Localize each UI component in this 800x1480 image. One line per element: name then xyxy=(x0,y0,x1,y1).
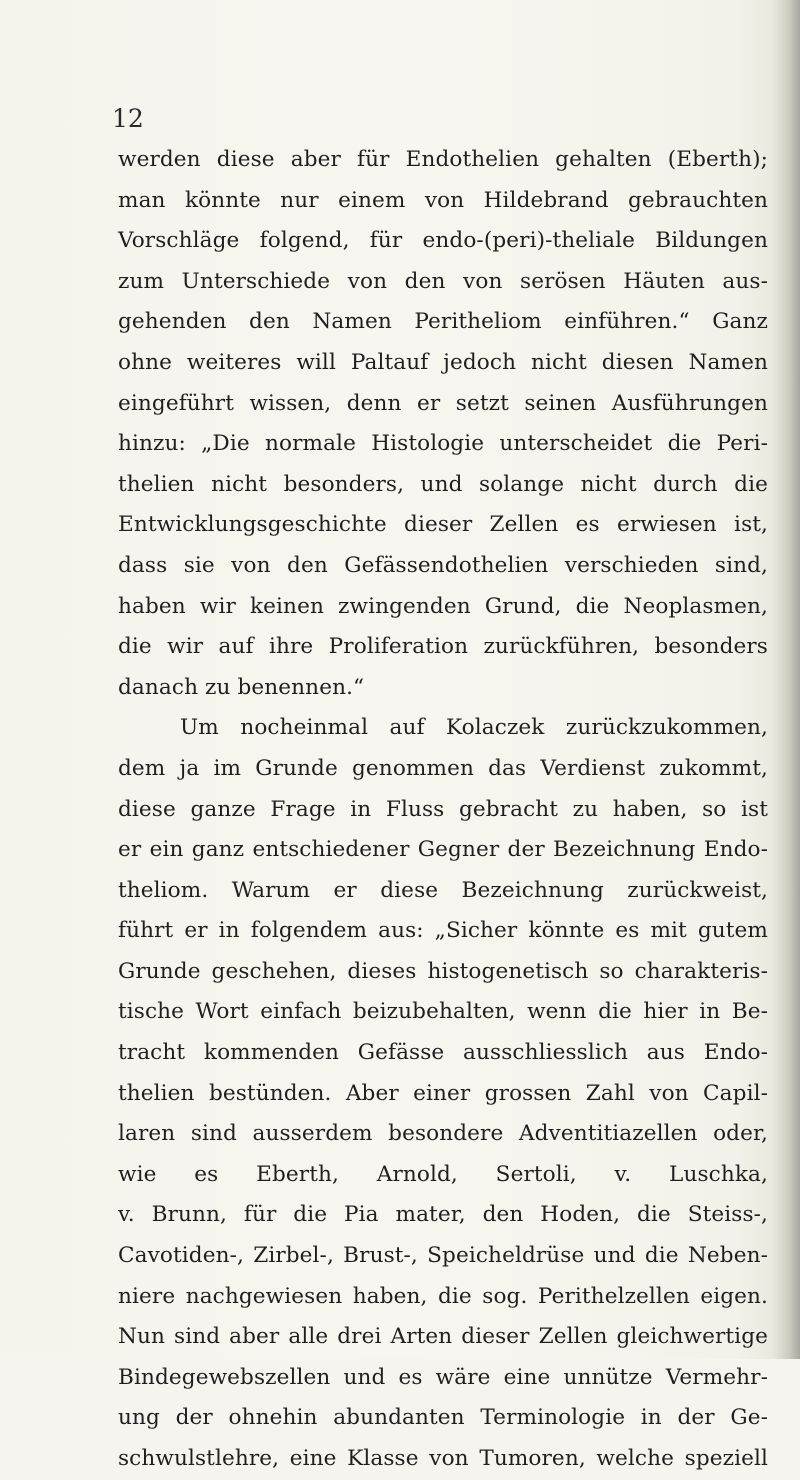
text-line: Um nocheinmal auf Kolaczek zurückzukommen, xyxy=(180,715,768,741)
text-line: führt er in folgendem aus: „Sicher könnte es mit gutem xyxy=(118,918,768,944)
text-line: Vorschläge folgend, für endo-(peri)-theliale Bildungen xyxy=(118,228,768,254)
text-line: diese ganze Frage in Fluss gebracht zu haben, so ist xyxy=(118,796,768,822)
text-line: Bindegewebszellen und es wäre eine unnütze Vermehr- xyxy=(118,1364,768,1390)
text-line: zum Unterschiede von den von serösen Häuten aus- xyxy=(118,268,768,294)
text-line: Grunde geschehen, dieses histogenetisch so charakteris- xyxy=(118,958,768,984)
text-line: Nun sind aber alle drei Arten dieser Zellen gleichwertige xyxy=(118,1324,768,1350)
text-line: Cavotiden-, Zirbel-, Brust-, Speicheldrüse und die Neben- xyxy=(118,1243,768,1269)
text-line: schwulstlehre, eine Klasse von Tumoren, welche speziell xyxy=(118,1446,768,1471)
text-line: ohne weiteres will Paltauf jedoch nicht diesen Namen xyxy=(118,349,768,375)
text-line: thelien nicht besonders, und solange nicht durch die xyxy=(118,471,768,497)
text-line: wie es Eberth, Arnold, Sertoli, v. Luschka, xyxy=(118,1161,768,1187)
text-line: v. Brunn, für die Pia mater, den Hoden, die Steiss-, xyxy=(118,1202,768,1228)
text-line: man könnte nur einem von Hildebrand gebrauchten xyxy=(118,187,768,213)
text-line: tische Wort einfach beizubehalten, wenn die hier in Be- xyxy=(118,999,768,1025)
text-line: werden diese aber für Endothelien gehalten (Eberth); xyxy=(118,147,768,172)
text-line: eingeführt wissen, denn er setzt seinen Ausführungen xyxy=(118,390,768,416)
text-line: tracht kommenden Gefässe ausschliesslich aus Endo- xyxy=(118,1040,768,1066)
text-line: ung der ohnehin abundanten Terminologie in der Ge- xyxy=(118,1405,768,1431)
text-line: thelien bestünden. Aber einer grossen Zahl von Capil- xyxy=(118,1080,768,1106)
body-text xyxy=(118,140,768,1480)
text-line: gehenden den Namen Peritheliom einführen.“ Ganz xyxy=(118,309,768,335)
page-edge-shadow xyxy=(772,0,800,1359)
text-line: theliom. Warum er diese Bezeichnung zurückweist, xyxy=(118,877,768,903)
text-line: er ein ganz entschiedener Gegner der Bezeichnung Endo- xyxy=(118,837,768,863)
text-line: die wir auf ihre Proliferation zurückführen, besonders xyxy=(118,634,768,660)
text-line: laren sind ausserdem besondere Adventitiazellen oder, xyxy=(118,1121,768,1147)
page-number: 12 xyxy=(112,104,144,133)
text-line: dem ja im Grunde genommen das Verdienst zukommt, xyxy=(118,755,768,781)
text-line: danach zu benennen.“ xyxy=(118,674,365,700)
text-line: Entwicklungsgeschichte dieser Zellen es erwiesen ist, xyxy=(118,512,768,538)
text-line: niere nachgewiesen haben, die sog. Perithelzellen eigen. xyxy=(118,1283,768,1309)
text-line: haben wir keinen zwingenden Grund, die Neoplasmen, xyxy=(118,593,768,619)
text-line: hinzu: „Die normale Histologie unterscheidet die Peri- xyxy=(118,431,768,457)
text-line: dass sie von den Gefässendothelien verschieden sind, xyxy=(118,552,768,578)
